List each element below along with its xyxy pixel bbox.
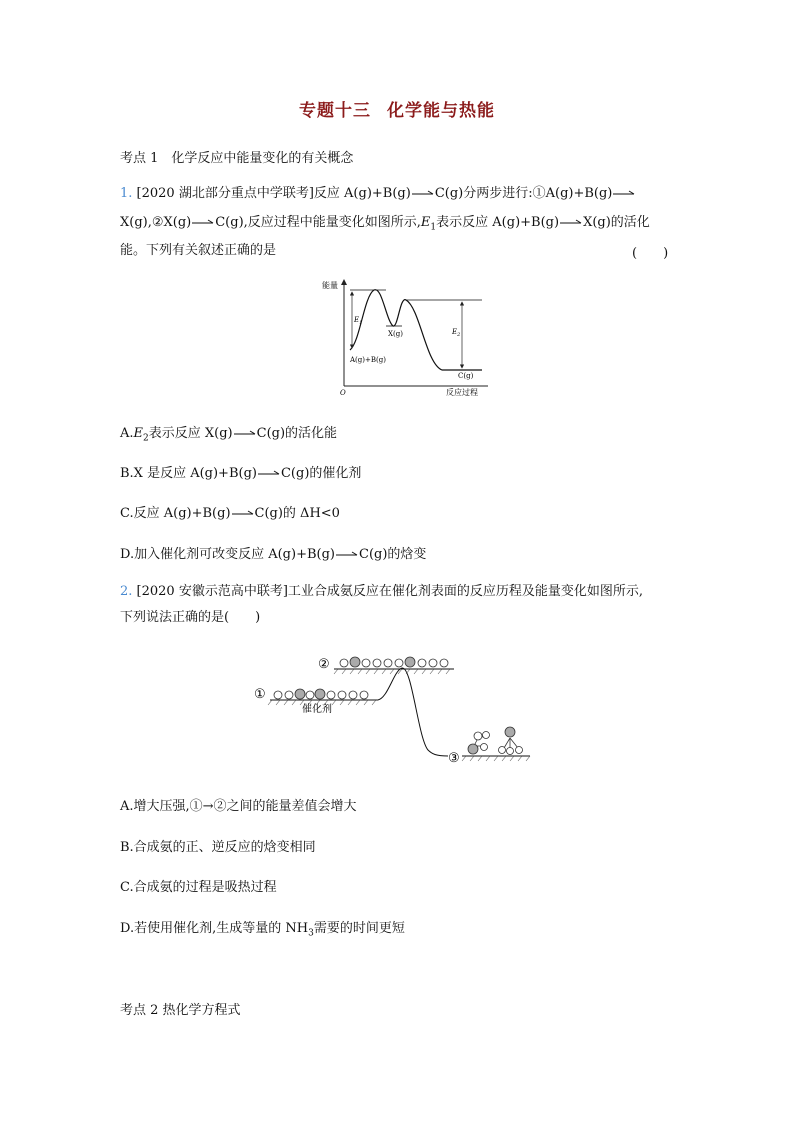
x-axis-label: 反应过程 — [446, 388, 478, 397]
stage-2-label: ② — [318, 657, 330, 672]
stage-3-label: ③ — [448, 751, 460, 766]
origin-label: O — [340, 389, 346, 397]
ammonia-molecule-2 — [499, 727, 523, 755]
page-title: 专题十三 化学能与热能 — [299, 101, 495, 121]
reaction-arrow-icon — [191, 218, 215, 228]
catalyst-reaction-diagram — [252, 650, 532, 770]
stage-1-molecules — [274, 689, 368, 699]
q2-option-b[interactable]: B.合成氨的正、逆反应的焓变相同 — [120, 840, 316, 855]
y-axis-label: 能量 — [322, 281, 338, 290]
reaction-arrow-icon — [612, 189, 636, 199]
reaction-arrow-icon — [411, 189, 435, 199]
energy-curve — [378, 668, 448, 756]
q1-option-d[interactable]: D.加入催化剂可改变反应 A(g)+B(g) C(g)的焓变 — [120, 547, 427, 562]
reaction-arrow-icon — [231, 509, 255, 519]
x-intermediate-label: X(g) — [388, 330, 403, 338]
q1-option-b[interactable]: B.X 是反应 A(g)+B(g) C(g)的催化剂 — [120, 466, 362, 481]
q1-option-c[interactable]: C.反应 A(g)+B(g) C(g)的 ΔH<0 — [120, 506, 340, 521]
section-heading-2: 考点 2 热化学方程式 — [120, 1003, 241, 1018]
q1-number: 1. — [120, 186, 133, 201]
stage-1-label: ① — [254, 687, 266, 702]
q2-number: 2. — [120, 584, 133, 599]
reaction-arrow-icon — [335, 550, 359, 560]
q1-option-a[interactable]: $A.E_2$表示反应 X(g) C(g)的活化能 — [120, 426, 338, 444]
q2-line2: 下列说法正确的是( ) — [120, 610, 261, 625]
q1-line3: 能。下列有关叙述正确的是 — [120, 243, 277, 258]
section-heading-1: 考点 1 化学反应中能量变化的有关概念 — [120, 151, 354, 166]
ammonia-molecule-1 — [468, 732, 490, 755]
q2-line1: 2. [2020 安徽示范高中联考]工业合成氨反应在催化剂表面的反应历程及能量变化如图所示, — [120, 584, 644, 599]
q2-option-c[interactable]: C.合成氨的过程是吸热过程 — [120, 880, 277, 895]
e2-label: $E_2$ — [452, 328, 461, 338]
q2-option-a[interactable]: A.增大压强,①→②之间的能量差值会增大 — [120, 799, 357, 814]
product-label: C(g) — [458, 372, 474, 380]
reaction-arrow-icon — [257, 469, 281, 479]
q2-option-d[interactable]: D.若使用催化剂,生成等量的 $NH_3$需要的时间更短 — [120, 921, 405, 939]
catalyst-label: 催化剂 — [302, 704, 332, 715]
q1-line1: 1. [2020 湖北部分重点中学联考]反应 A(g)+B(g) C(g)分两步进行:①A(g)+B(g) — [120, 185, 636, 203]
q1-line2: X(g),②X(g) C(g),反应过程中能量变化如图所示$,E_1$表示反应 A(g)+B(g) X(g)的活化 — [120, 215, 650, 233]
reactants-label: A(g)+B(g) — [350, 356, 386, 364]
reaction-arrow-icon — [233, 429, 257, 439]
reaction-arrow-icon — [559, 218, 583, 228]
e1-label: $E_1$ — [354, 316, 363, 326]
energy-profile-diagram — [320, 278, 490, 400]
q1-answer-blank: ( ) — [632, 246, 669, 261]
stage-2-atoms — [340, 657, 448, 667]
